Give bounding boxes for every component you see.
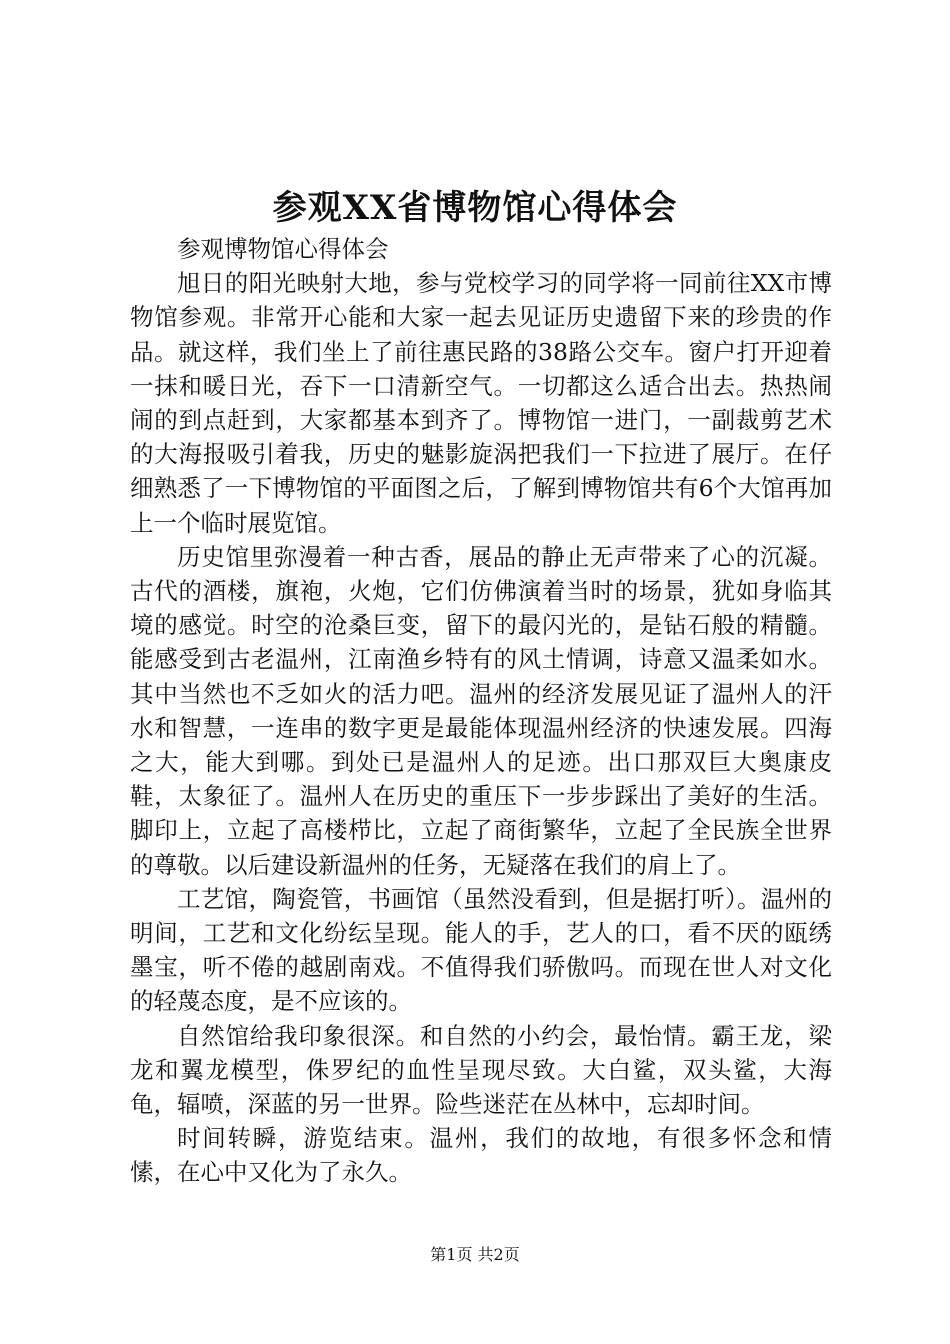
paragraph-1: 旭日的阳光映射大地，参与党校学习的同学将一同前往XX市博物馆参观。非常开心能和大家一起去见证历史遗留下来的珍贵的作品。就这样，我们坐上了前往惠民路的38路公交车。窗户打开迎着一抹和暖日光，吞下一口清新空气。一切都这么适合出去。热热闹闹的到点赶到，大家都基本到齐了。博物馆一进门，一副裁剪艺术的大海报吸引着我，历史的魅影旋涡把我们一下拉进了展厅。在仔细熟悉了一下博物馆的平面图之后，了解到博物馆共有6个大馆再加上一个临时展览馆。 <box>130 269 832 537</box>
document-title: 参观XX省博物馆心得体会 <box>272 188 678 228</box>
page-number-footer: 第1页 共2页 <box>430 1245 520 1264</box>
document-body <box>130 232 832 1190</box>
subtitle-paragraph: 参观博物馆心得体会 <box>177 235 389 263</box>
paragraph-4: 自然馆给我印象很深。和自然的小约会，最怡情。霸王龙，梁龙和翼龙模型，侏罗纪的血性呈现尽致。大白鲨，双头鲨，大海龟，辐喷，深蓝的另一世界。险些迷茫在丛林中，忘却时间。 <box>130 1021 832 1119</box>
paragraph-3: 工艺馆，陶瓷管，书画馆（虽然没看到，但是据打听）。温州的明间，工艺和文化纷纭呈现。能人的手，艺人的口，看不厌的瓯绣墨宝，听不倦的越剧南戏。不值得我们骄傲吗。而现在世人对文化的轻蔑态度，是不应该的。 <box>130 884 832 1016</box>
paragraph-5: 时间转瞬，游览结束。温州，我们的故地，有很多怀念和情愫，在心中又化为了永久。 <box>130 1124 832 1187</box>
paragraph-2: 历史馆里弥漫着一种古香，展品的静止无声带来了心的沉凝。古代的酒楼，旗袍，火炮，它们仿佛演着当时的场景，犹如身临其境的感觉。时空的沧桑巨变，留下的最闪光的，是钻石般的精髓。能感受到古老温州，江南渔乡特有的风土情调，诗意又温柔如水。其中当然也不乏如火的活力吧。温州的经济发展见证了温州人的汗水和智慧，一连串的数字更是最能体现温州经济的快速发展。四海之大，能大到哪。到处已是温州人的足迹。出口那双巨大奥康皮鞋，太象征了。温州人在历史的重压下一步步踩出了美好的生活。脚印上，立起了高楼栉比，立起了商街繁华，立起了全民族全世界的尊敬。以后建设新温州的任务，无疑落在我们的肩上了。 <box>130 542 832 879</box>
